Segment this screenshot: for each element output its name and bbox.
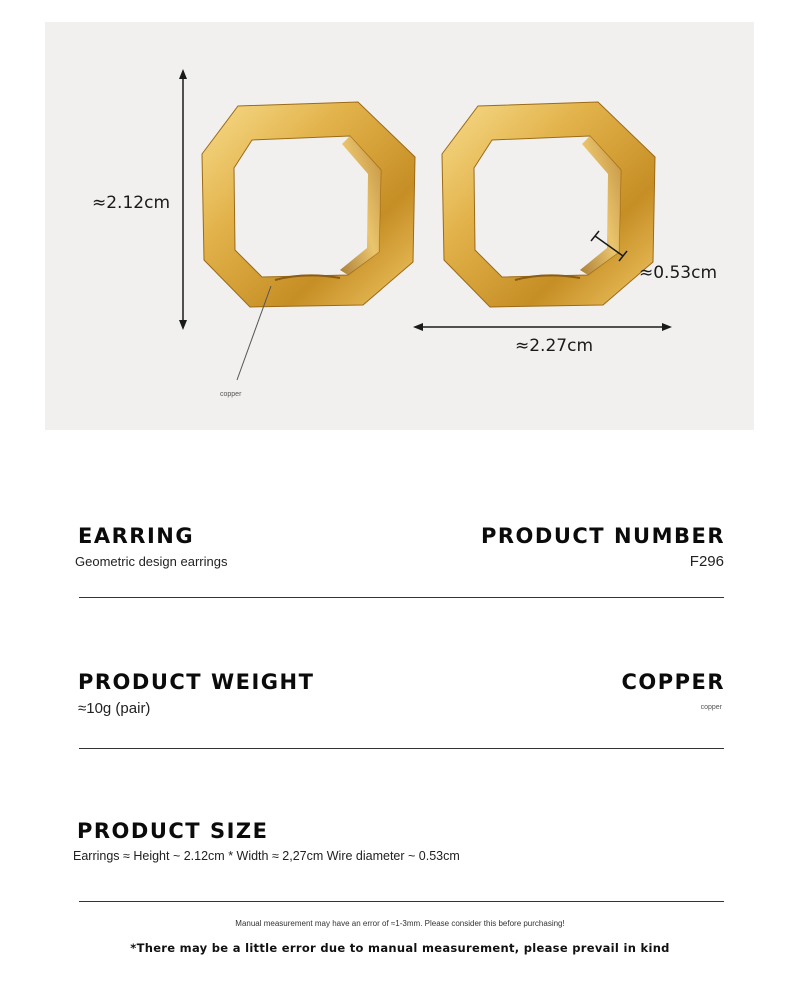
material-caption: copper	[220, 391, 242, 398]
divider-1	[79, 597, 724, 598]
product-number-title: PRODUCT NUMBER	[481, 524, 725, 548]
earring-title: EARRING	[78, 524, 195, 548]
measurement-note: Manual measurement may have an error of ≈1-3mm. Please consider this before purchasing!	[235, 919, 565, 928]
product-weight-title: PRODUCT WEIGHT	[78, 670, 315, 694]
height-label: ≈2.12cm	[92, 193, 171, 213]
error-disclaimer: *There may be a little error due to manual measurement, please prevail in kind	[130, 941, 670, 955]
product-size-title: PRODUCT SIZE	[77, 819, 269, 843]
width-dimension-arrow	[413, 323, 672, 331]
material-value: copper	[700, 704, 722, 711]
divider-2	[79, 748, 724, 749]
product-size-value: Earrings ≈ Height ~ 2.12cm * Width ≈ 2,27cm Wire diameter ~ 0.53cm	[73, 849, 460, 863]
width-label: ≈2.27cm	[515, 336, 594, 356]
wire-diameter-label: ≈0.53cm	[639, 263, 718, 283]
earrings-illustration	[45, 22, 754, 430]
product-photo-panel	[45, 22, 754, 430]
material-title: COPPER	[621, 670, 725, 694]
right-earring	[442, 102, 655, 307]
earring-description: Geometric design earrings	[75, 554, 228, 569]
product-weight-value: ≈10g (pair)	[78, 700, 151, 717]
left-earring	[202, 102, 415, 307]
height-dimension-arrow	[179, 69, 187, 330]
divider-3	[79, 901, 724, 902]
product-number-value: F296	[689, 553, 724, 570]
